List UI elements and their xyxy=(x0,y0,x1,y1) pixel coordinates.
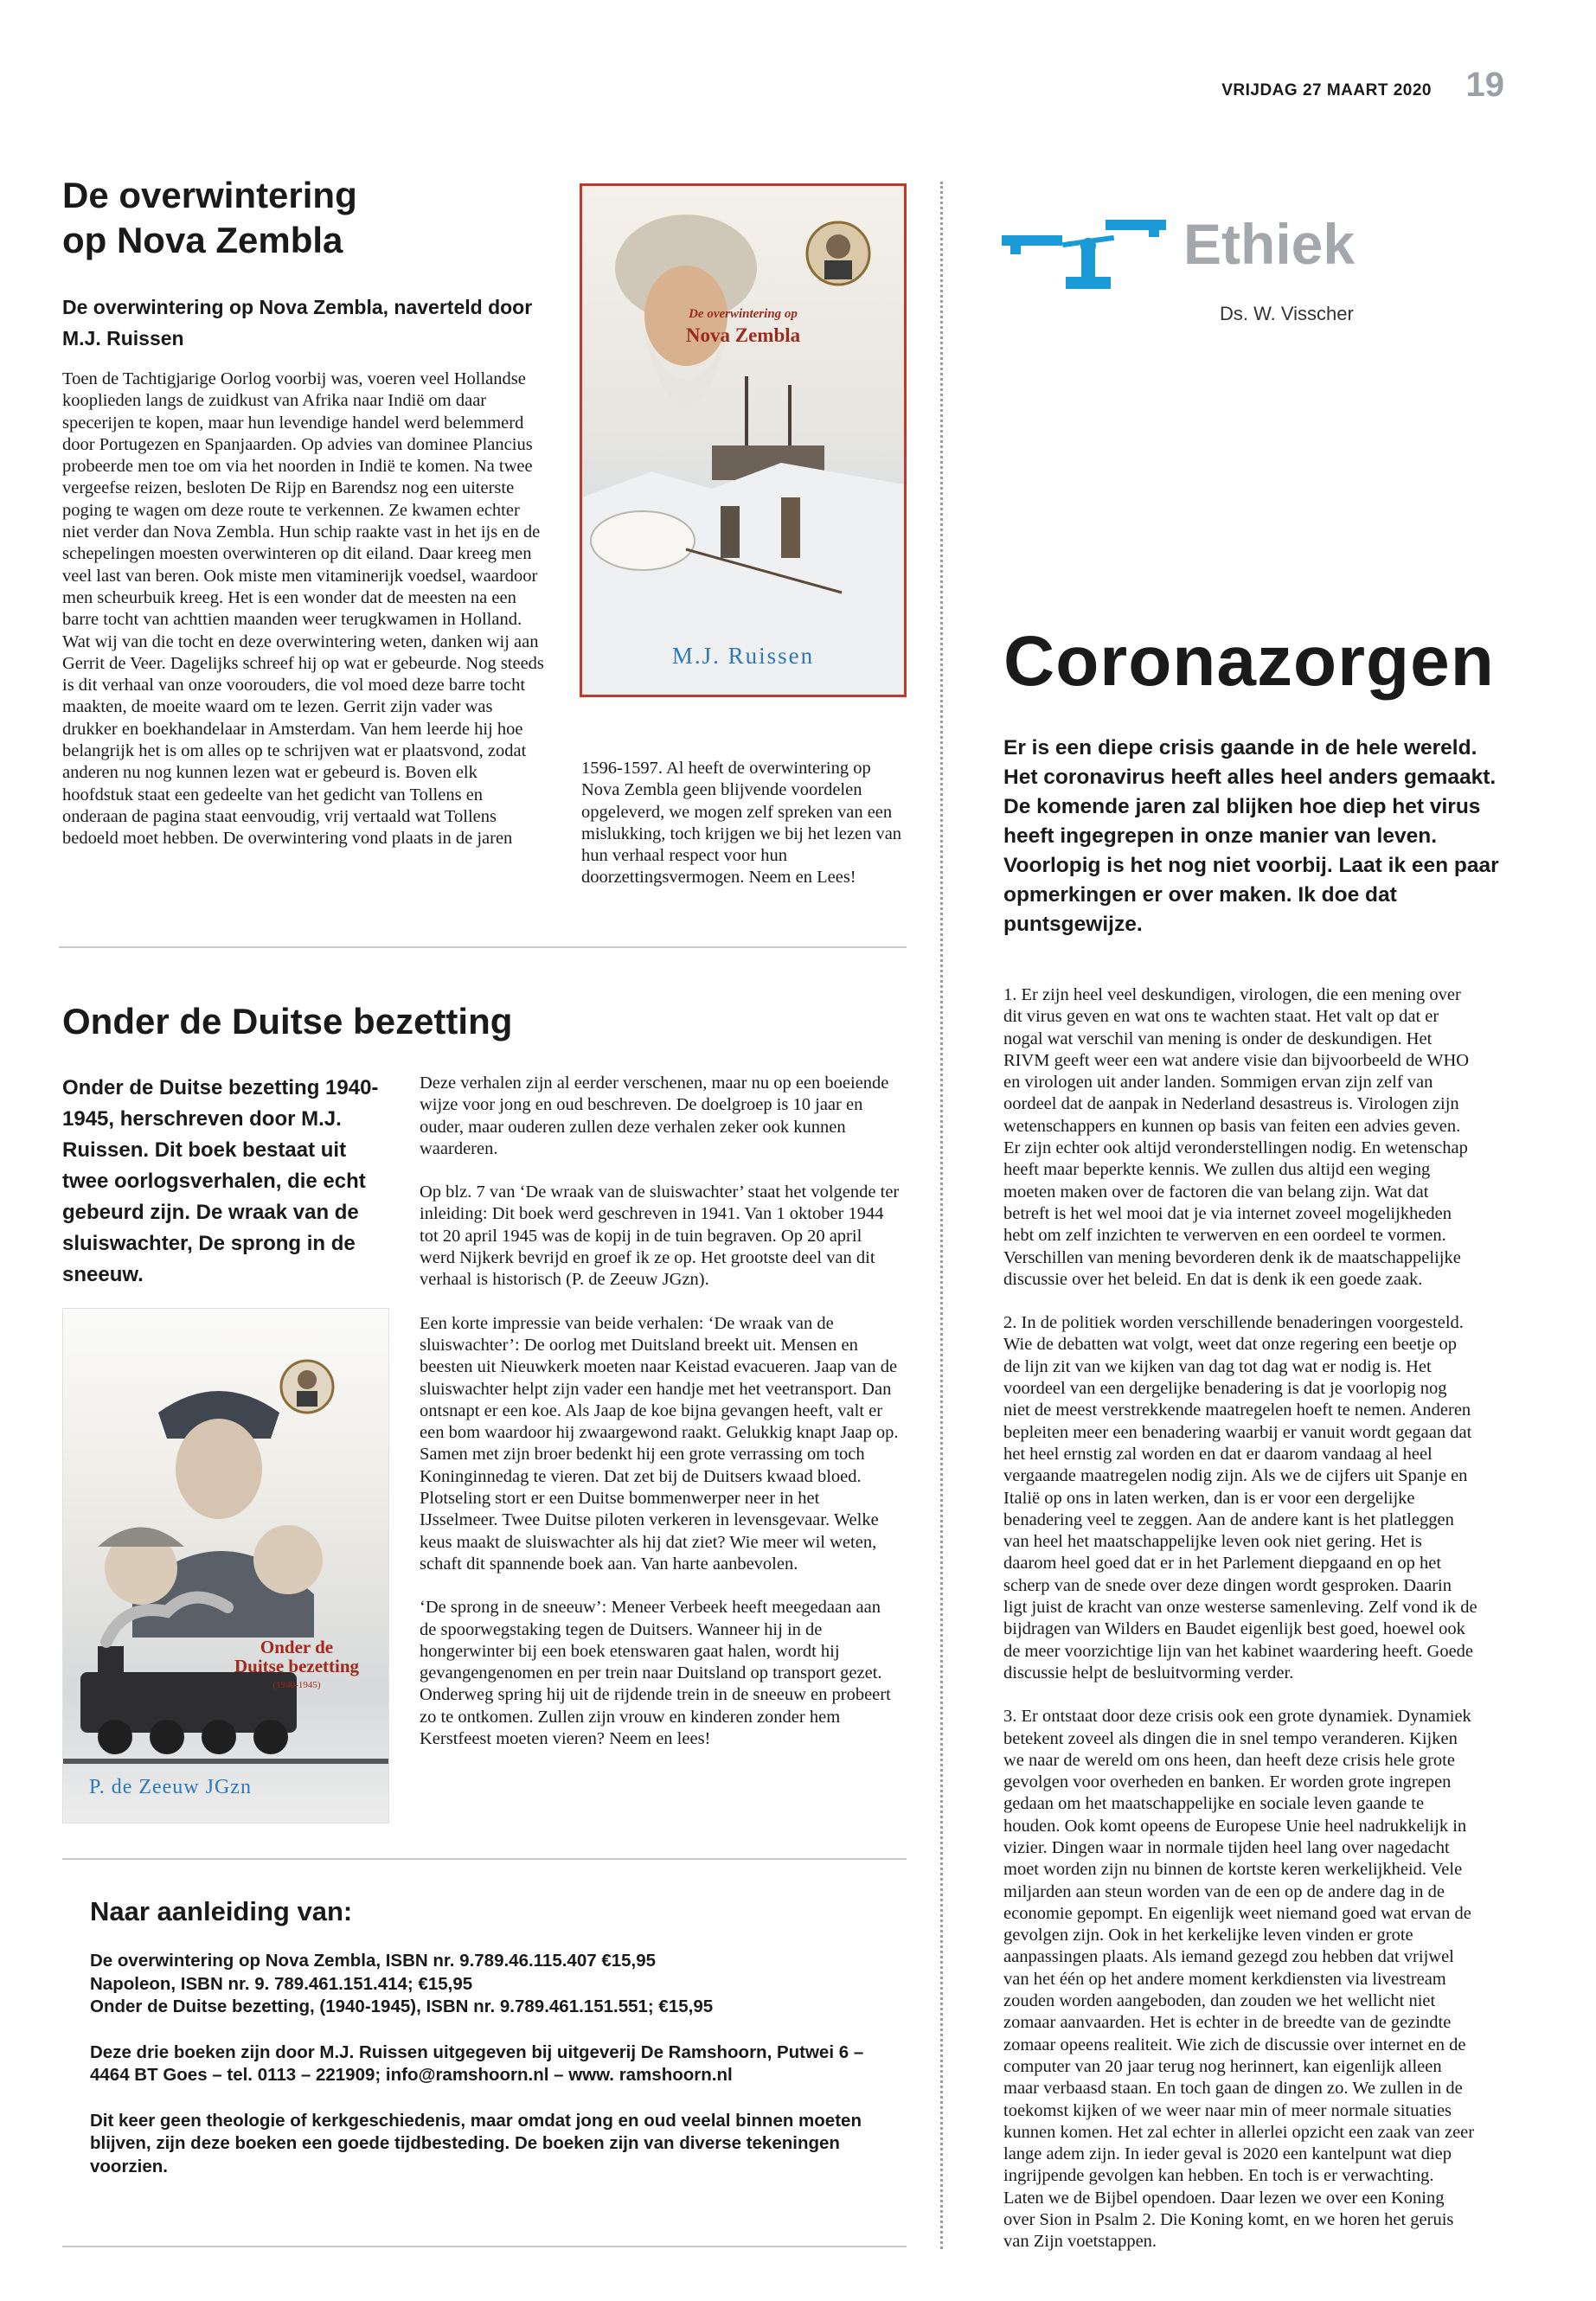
article2-paragraph: Op blz. 7 van ‘De wraak van de sluiswachter’ staat het volgende ter inleiding: Dit boek werd geschreven in 1941. Van 1 oktober 1944 tot 20 april 1945 was de kopij in de tuin begraven. Op 20 april werd Nijkerk bevrijd en groef ik ze op. Het grootste deel van dit verhaal is historisch (P. de Zeeuw JGzn). xyxy=(420,1183,900,1290)
nova-zembla-illustration xyxy=(582,186,904,695)
article1-body: Toen de Tachtigjarige Oorlog voorbij was, voeren veel Hollandse kooplieden langs de zuidkust van Afrika naar Indië om daar specerijen te kopen, maar hun levendige handel werd belemmerd door Portugezen en Spanjaarden. Op advies van dominee Plancius probeerde men toe om via het noorden in Indië te komen. Na twee vergeefse reizen, besloten De Rijp en Barendsz nog een uiterste poging te wagen om deze route te verkennen. Ze kwamen echter niet verder dan Nova Zembla. Hun schip raakte vast in het ijs en de schepelingen moesten overwinteren op dit eiland. Daar kreeg men veel last van beren. Ook miste men vitaminerijk voedsel, waardoor men scheurbuik kreeg. Het is een wonder dat de meesten na een barre tocht van achttien maanden weer terugkwamen in Holland. Wat wij van die tocht en deze overwintering weten, danken wij aan Gerrit de Veer. Dagelijks schreef hij op wat er gebeurde. Nog steeds is dit verhaal van onze voorouders, die vol moed deze barre tocht maakten, de moeite waard om te lezen. Gerrit zijn vader was drukker en boekhandelaar in Amsterdam. Van hem leerde hij hoe belangrijk het is om alles op te schrijven wat er plaatsvond, zodat anderen nu nog kunnen lezen wat er gebeurd is. Boven elk hoofdstuk staat een gedeelte van het gedicht van Tollens en onderaan de pagina staat eenvoudig, vrij vertaald wat Tollens bedoeld moet hebben. De overwintering vond plaats in de jaren xyxy=(62,369,544,849)
naar-aanleiding-body xyxy=(90,1950,903,2178)
article2-paragraph: Een korte impressie van beide verhalen: ‘De wraak van de sluiswachter’: De oorlog met Duitsland breekt uit. Mensen en beesten uit Nieuwkerk moeten naar Keistad evacueren. Jaap van de sluiswachter helpt zijn vader een handje met het veetransport. Dan ontsnapt er een koe. Als Jaap de koe bijna gevangen heeft, valt er een bom waardoor hij zwaargewond raakt. Gelukkig knapt Jaap op. Samen met zijn broer bedenkt hij een grote verrassing om toch Koninginnedag te vieren. Dat zet bij de Duitsers kwaad bloed. Plotseling stort er een Duitse bommenwerper neer in het IJsselmeer. Twee Duitse piloten verkeren in levensgevaar. Welke keus maakt de sluiswachter als hij dat ziet? Wie meer wil weten, schaft dit spannende boek aan. Van harte aanbevolen. xyxy=(420,1313,899,1574)
publisher-info: Deze drie boeken zijn door M.J. Ruissen uitgegeven bij uitgeverij De Ramshoorn, Putwei 6 – 4464 BT Goes – tel. 0113 – 221909; info@ramshoorn.nl – www. ramshoorn.nl xyxy=(90,2041,864,2085)
article2-body xyxy=(420,1073,900,1772)
cover2-title-line2: Duitse bezetting xyxy=(234,1656,360,1676)
cover2-years: (1940-1945) xyxy=(272,1680,321,1690)
coronazorgen-body xyxy=(1003,984,1477,2275)
coronazorgen-lead: Er is een diepe crisis gaande in de hele wereld. Het coronavirus heeft alles heel anders gemaakt. De komende jaren zal blijken hoe diep het virus heeft ingegrepen in onze manier van leven. Voorlopig is het nog niet voorbij. Laat ik een paar opmerkingen er over maken. Ik doe dat puntsgewijze. xyxy=(1003,736,1499,936)
book-info-line: De overwintering op Nova Zembla, ISBN nr. 9.789.46.115.407 €15,95 xyxy=(90,1951,657,1971)
cover1-title-small: De overwintering op xyxy=(689,307,798,321)
article2-paragraph: ‘De sprong in de sneeuw’: Meneer Verbeek heeft meegedaan aan de spoorwegstaking tegen de Duitsers. Wanneer hij in de hongerwinter bij een boek etenswaren gaat halen, wordt hij gevangengenomen en per trein naar Duitsland op transport gezet. Onderweg spring hij uit de rijdende trein in de sneeuw en probeert zo te ontkomen. Zullen zijn vrouw en kinderen zonder hem Kerstfeest moeten vieren? Neem en lees! xyxy=(420,1598,891,1749)
box-bottom-divider xyxy=(62,2246,907,2247)
column-divider xyxy=(940,182,943,2249)
article1-title xyxy=(62,173,581,263)
box-top-divider xyxy=(62,1858,907,1860)
page-date: VRIJDAG 27 MAART 2020 xyxy=(1221,81,1432,99)
coronazorgen-paragraph: 3. Er ontstaat door deze crisis ook een grote dynamiek. Dynamiek betekent zoveel als dingen die in snel tempo veranderen. Kijken we naar de wereld om ons heen, dan heeft deze crisis hele grote gevolgen voor overheden en banken. Er worden grote ingrepen gedaan om het maatschappelijke en sociale leven gaande te houden. Ook komt opeens de Europese Unie heel nadrukkelijk in vizier. Dingen waar in normale tijden heel lang over nagedacht moet worden zijn nu binnen de kortste keren werkelijkheid. Vele miljarden aan steun worden van de een op de andere dag in de economie gepompt. En eigenlijk weet niemand goed wat ervan de gevolgen zijn. Ook in het kerkelijke leven vinden er grote aanpassingen plaats. Als iemand gezegd zou hebben dat vrijwel van het één op het andere moment kerkdiensten via livestream zouden worden aangeboden, dan zouden we het wellicht niet zomaar aanvaarden. Het is echter in de breedte van de gezindte zomaar opeens realiteit. Wie zich de discussie over internet en de computer van 20 jaar terug nog herinnert, kan eigenlijk alleen maar verbaasd staan. En toch gaan de dingen zo. We zullen in de toekomst kijken of we weer naar min of meer normale situaties kunnen komen. Het zal echter in allerlei opzicht een zaak van zeer lange adem zijn. In ieder geval is 2020 een kantelpunt wat diep ingrijpende gevolgen kan hebben. En toch is er verwachting. Laten we de Bijbel opendoen. Daar lezen we over een Koning over Sion in Psalm 2. Die Koning komt, en we horen het geruis van Zijn voetstappen. xyxy=(1003,1707,1475,2252)
duitse-bezetting-illustration xyxy=(63,1309,388,1823)
article2-title: Onder de Duitse bezetting xyxy=(62,1001,513,1042)
cover1-title-large: Nova Zembla xyxy=(685,324,801,346)
book-info-line: Onder de Duitse bezetting, (1940-1945), ISBN nr. 9.789.461.151.551; €15,95 xyxy=(90,1997,714,2016)
cover2-author: P. de Zeeuw JGzn xyxy=(89,1776,252,1798)
book-info-line: Napoleon, ISBN nr. 9. 789.461.151.414; €15,95 xyxy=(90,1973,473,1994)
section-divider xyxy=(59,946,907,948)
article2-paragraph: Deze verhalen zijn al eerder verschenen, maar nu op een boeiende wijze voor jong en oud beschreven. De doelgroep is 10 jaar en ouder, maar ouderen zullen deze verhalen zeker ook kunnen waarderen. xyxy=(420,1074,889,1158)
cover2-title xyxy=(210,1638,383,1695)
page-number: 19 xyxy=(1465,66,1504,104)
naar-aanleiding-title: Naar aanleiding van: xyxy=(90,1896,353,1926)
ethiek-author: Ds. W. Visscher xyxy=(1220,303,1354,324)
coronazorgen-paragraph: 1. Er zijn heel veel deskundigen, virologen, die een mening over dit virus geven en wat ons te wachten staat. Het valt op dat er nogal wat verschil van mening is onder de deskundigen. Het RIVM geeft weer een wat andere visie dan bijvoorbeeld de WHO en virologen uit ander landen. Sommigen ervan zijn zelf van oordeel dat de aanpak in Nederland desastreus is. Virologen zijn wetenschappers en kunnen op basis van feiten een advies geven. Er zijn echter ook altijd veronderstellingen nodig. En wetenschap heeft maar beperkte kennis. We zullen dus altijd een weging moeten maken over de factoren die van belang zijn. Wat dat betreft is het wel mooi dat je via internet zoveel mogelijkheden hebt om zelf inzichten te verwerven en een oordeel te vormen. Verschillen van mening bevorderen denk ik de maatschappelijke discussie over het beleid. En dat is denk ik een goede zaak. xyxy=(1003,985,1470,1289)
scales-icon xyxy=(1002,216,1166,294)
article1-title-line2: op Nova Zembla xyxy=(62,220,343,260)
cover1-author: M.J. Ruissen xyxy=(671,643,815,669)
book-cover-nova-zembla xyxy=(580,183,907,697)
coronazorgen-paragraph: 2. In de politiek worden verschillende benaderingen voorgesteld. Wie de debatten wat volgt, weet dat onze regering een beetje op de lijn zit van we kijken van dag tot dag wat er nodig is. Het voordeel van een dergelijke benadering is dat je voorlopig nog niet de meest verstrekkende maatregelen hoeft te nemen. Anderen bepleiten meer een benadering waarbij er vanuit wordt gegaan dat het heel ernstig zal worden en dat er daarom vandaag al heel vergaande maatregelen nodig zijn. Als we de cijfers uit Spanje en Italië op ons in laten werken, dan is er voor een dergelijke benadering veel te zeggen. Aan de andere kant is het platleggen van heel het maatschappelijke leven ook niet gering. Het is daarom heel goed dat er in het Parlement diepgaand en op het scherp van de snede over deze dingen wordt gesproken. Daarin ligt juist de kracht van onze westerse samenleving. Zelf vond ik de bijdragen van Wilders en Baudet eigenlijk best goed, hoewel ook de meer voorzichtige lijn van het kabinet waardering heeft. Goede discussie helpt de besluitvorming verder. xyxy=(1003,1313,1477,1682)
article1-title-line1: De overwintering xyxy=(62,175,357,215)
closing-note: Dit keer geen theologie of kerkgeschiedenis, maar omdat jong en oud veelal binnen moeten blijven, zijn deze boeken een goede tijdbesteding. De boeken zijn van diverse tekeningen voorzien. xyxy=(90,2110,862,2176)
cover2-title-line1: Onder de xyxy=(260,1637,334,1657)
article1-subtitle: De overwintering op Nova Zembla, naverteld door M.J. Ruissen xyxy=(62,296,533,349)
coronazorgen-title: Coronazorgen xyxy=(1003,622,1495,701)
book-cover-duitse-bezetting xyxy=(62,1308,389,1823)
article1-caption: 1596-1597. Al heeft de overwintering op Nova Zembla geen blijvende voordelen opgeleverd, we mogen zelf spreken van een mislukking, toch krijgen we bij het lezen van hun verhaal respect voor hun doorzettingsvermogen. Neem en Lees! xyxy=(581,759,902,888)
ethiek-section-label: Ethiek xyxy=(1183,212,1356,276)
article2-subtitle: Onder de Duitse bezetting 1940-1945, herschreven door M.J. Ruissen. Dit boek bestaat uit twee oorlogsverhalen, die echt gebeurd zijn. De wraak van de sluiswachter, De sprong in de sneeuw. xyxy=(62,1076,379,1286)
